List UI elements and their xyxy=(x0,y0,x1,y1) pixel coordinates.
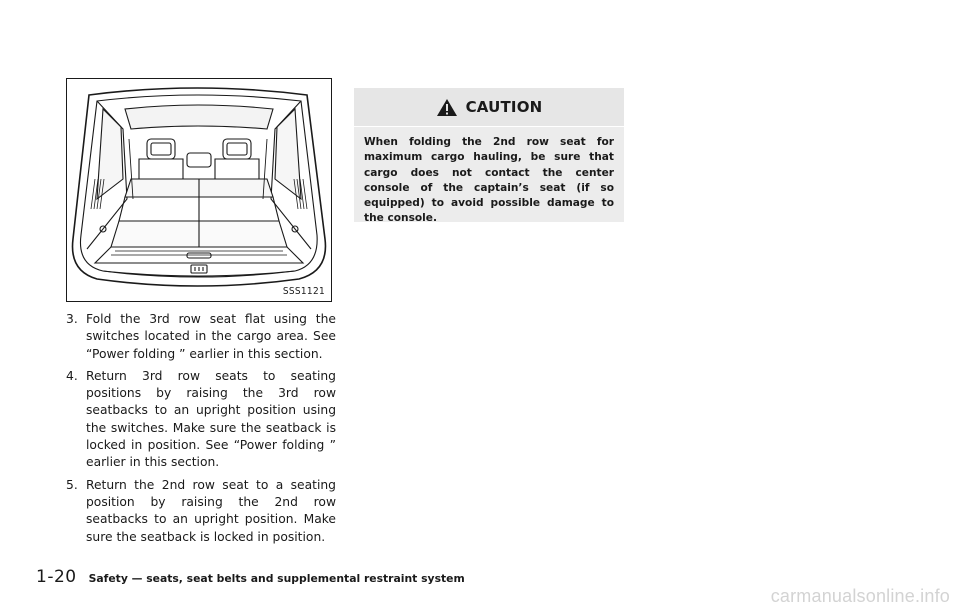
cargo-figure xyxy=(66,78,332,302)
instruction-steps xyxy=(66,311,336,551)
warning-triangle-icon xyxy=(436,98,458,117)
caution-text: When folding the 2nd row seat for maximum cargo hauling, be sure that cargo does not contact the center console of the captain’s seat (if so equipped) to avoid possible damage to the console. xyxy=(364,136,614,225)
caution-title: CAUTION xyxy=(465,98,543,116)
caution-box xyxy=(354,88,624,225)
watermark: carmanualsonline.info xyxy=(770,586,950,606)
step-number: 4. xyxy=(66,368,78,383)
step-text: Fold the 3rd row seat flat using the switches located in the cargo area. See “Power folding ” earlier in this section. xyxy=(86,312,336,361)
page-number: 1-20 xyxy=(36,567,77,587)
step-text: Return 3rd row seats to seating positions by raising the 3rd row seatbacks to an upright position using the switches. Make sure the seatback is locked in position. See “Power folding ” earlier in this section. xyxy=(86,368,336,470)
step-number: 3. xyxy=(66,312,78,326)
step-4 xyxy=(66,368,336,472)
step-text: Return the 2nd row seat to a seating position by raising the 2nd row seatbacks to an upright position. Make sure the seatback is locked in position. xyxy=(86,477,336,544)
step-5 xyxy=(66,477,336,546)
page-footer xyxy=(36,567,465,587)
caution-header xyxy=(354,88,624,127)
step-number: 5. xyxy=(66,477,78,492)
step-3 xyxy=(66,311,336,363)
cargo-area-illustration xyxy=(67,79,330,300)
section-title: Safety — seats, seat belts and supplemental restraint system xyxy=(88,572,465,585)
figure-code: SSS1121 xyxy=(282,286,325,297)
